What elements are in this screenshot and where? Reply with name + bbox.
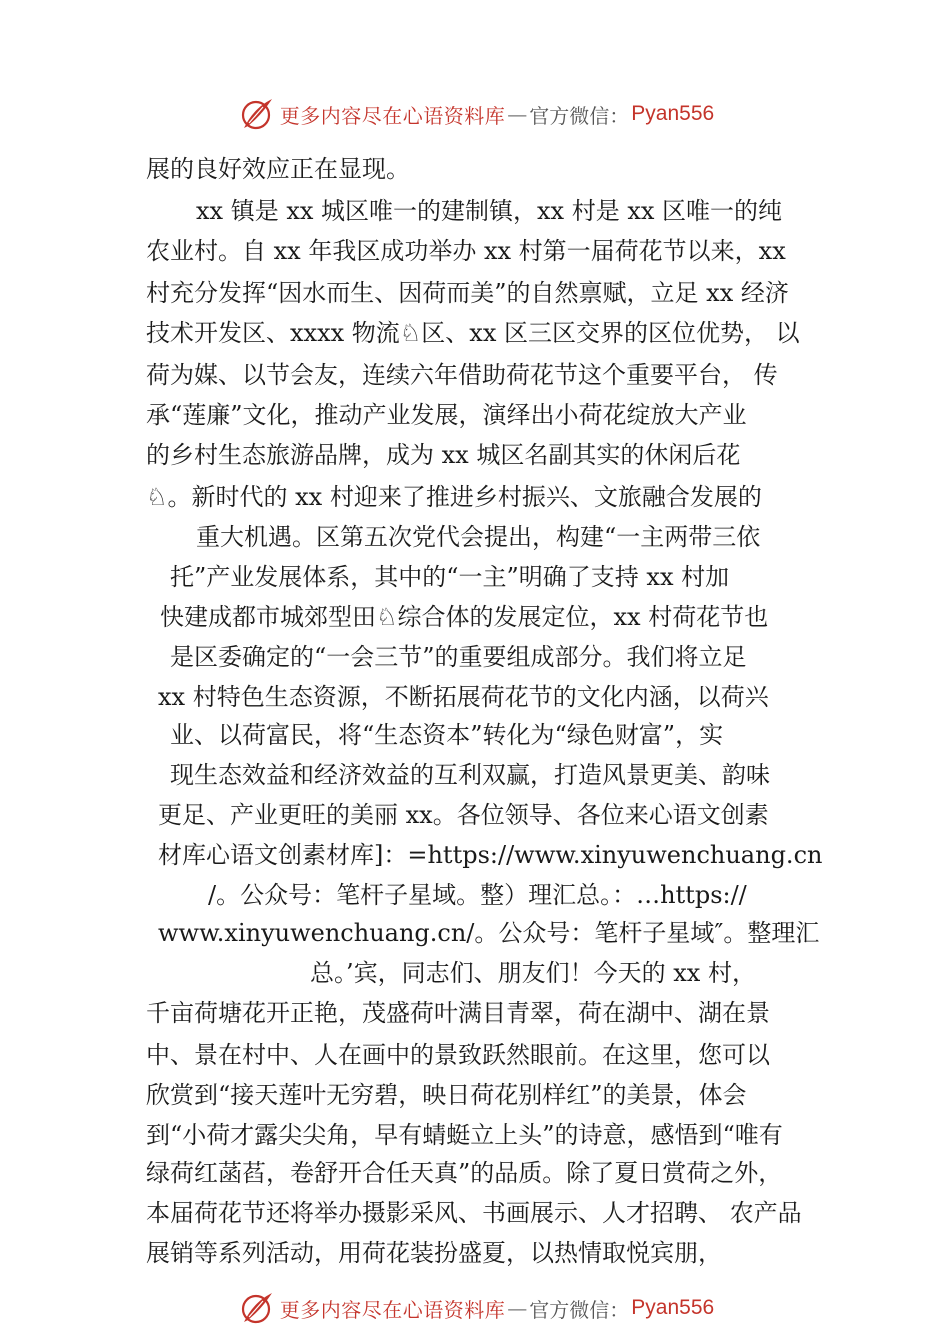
text-line: 技术开发区、xxxx 物流♘区、xx 区三区交界的区位优势， 以 <box>146 319 800 347</box>
footer-title: 更多内容尽在心语资料库 <box>279 1297 506 1322</box>
text-line: 承“莲廉”文化，推动产业发展，演绎出小荷花绽放大产业 <box>146 401 747 429</box>
text-line: 展的良好效应正在显现。 <box>146 155 410 183</box>
text-line: 材库心语文创素材库]：=https://www.xinyuwenchuang.cn <box>158 841 823 869</box>
text-line: 业、以荷富民，将“生态资本”转化为“绿色财富”，实 <box>170 721 724 749</box>
text-line: 托”产业发展体系，其中的“一主”明确了支持 xx 村加 <box>170 563 730 591</box>
footer-wechat-label: 官方微信： <box>529 1297 630 1322</box>
text-line: 荷为媒、以节会友，连续六年借助荷花节这个重要平台， 传 <box>146 361 778 389</box>
header-dash: — <box>507 102 528 126</box>
text-line: 是区委确定的“一会三节”的重要组成部分。我们将立足 <box>170 643 747 671</box>
text-line: 重大机遇。区第五次党代会提出，构建“一主两带三依 <box>196 523 761 551</box>
header-banner <box>0 92 950 136</box>
text-line: 总。’宾，同志们、朋友们！今天的 xx 村， <box>310 959 756 987</box>
text-line: 快建成都市城郊型田♘综合体的发展定位，xx 村荷花节也 <box>160 603 769 631</box>
footer-wechat-id: Pyan556 <box>631 1296 715 1319</box>
text-line: 现生态效益和经济效益的互利双赢，打造风景更美、韵味 <box>170 761 770 789</box>
footer-banner <box>0 1286 950 1330</box>
header-title: 更多内容尽在心语资料库 <box>279 103 506 128</box>
text-line: 绿荷红菡萏，卷舒开合任天真”的品质。除了夏日赏荷之外， <box>146 1159 783 1187</box>
text-line: 中、景在村中、人在画中的景致跃然眼前。在这里，您可以 <box>146 1041 770 1069</box>
text-line: 千亩荷塘花开正艳，茂盛荷叶满目青翠，荷在湖中、湖在景 <box>146 999 770 1027</box>
text-line: 到“小荷才露尖尖角，早有蜻蜓立上头”的诗意，感悟到“唯有 <box>146 1121 783 1149</box>
text-line: 农业村。自 xx 年我区成功举办 xx 村第一届荷花节以来，xx <box>146 237 786 265</box>
text-line: xx 村特色生态资源，不断拓展荷花节的文化内涵，以荷兴 <box>158 683 769 711</box>
quill-logo-icon <box>236 94 276 134</box>
header-wechat-id: Pyan556 <box>631 102 715 125</box>
text-line: www.xinyuwenchuang.cn/。公众号：笔杆子星域″。整理汇 <box>158 919 820 947</box>
text-line: 更足、产业更旺的美丽 xx。各位领导、各位来心语文创素 <box>158 801 769 829</box>
footer-dash: — <box>507 1296 528 1320</box>
text-line: 的乡村生态旅游品牌，成为 xx 城区名副其实的休闲后花 <box>146 441 741 469</box>
text-line: 展销等系列活动，用荷花装扮盛夏，以热情取悦宾朋， <box>146 1239 722 1267</box>
text-line: 本届荷花节还将举办摄影采风、书画展示、人才招聘、 农产品 <box>146 1199 802 1227</box>
quill-logo-icon <box>236 1288 276 1328</box>
text-line: xx 镇是 xx 城区唯一的建制镇，xx 村是 xx 区唯一的纯 <box>196 197 783 225</box>
text-line: 村充分发挥“因水而生、因荷而美”的自然禀赋，立足 xx 经济 <box>146 279 789 307</box>
text-line: /。公众号：笔杆子星域。整）理汇总。：…https:// <box>208 881 747 909</box>
header-wechat-label: 官方微信： <box>529 103 630 128</box>
text-line: 欣赏到“接天莲叶无穷碧，映日荷花别样红”的美景，体会 <box>146 1081 747 1109</box>
text-line: ♘。新时代的 xx 村迎来了推进乡村振兴、文旅融合发展的 <box>146 483 762 511</box>
